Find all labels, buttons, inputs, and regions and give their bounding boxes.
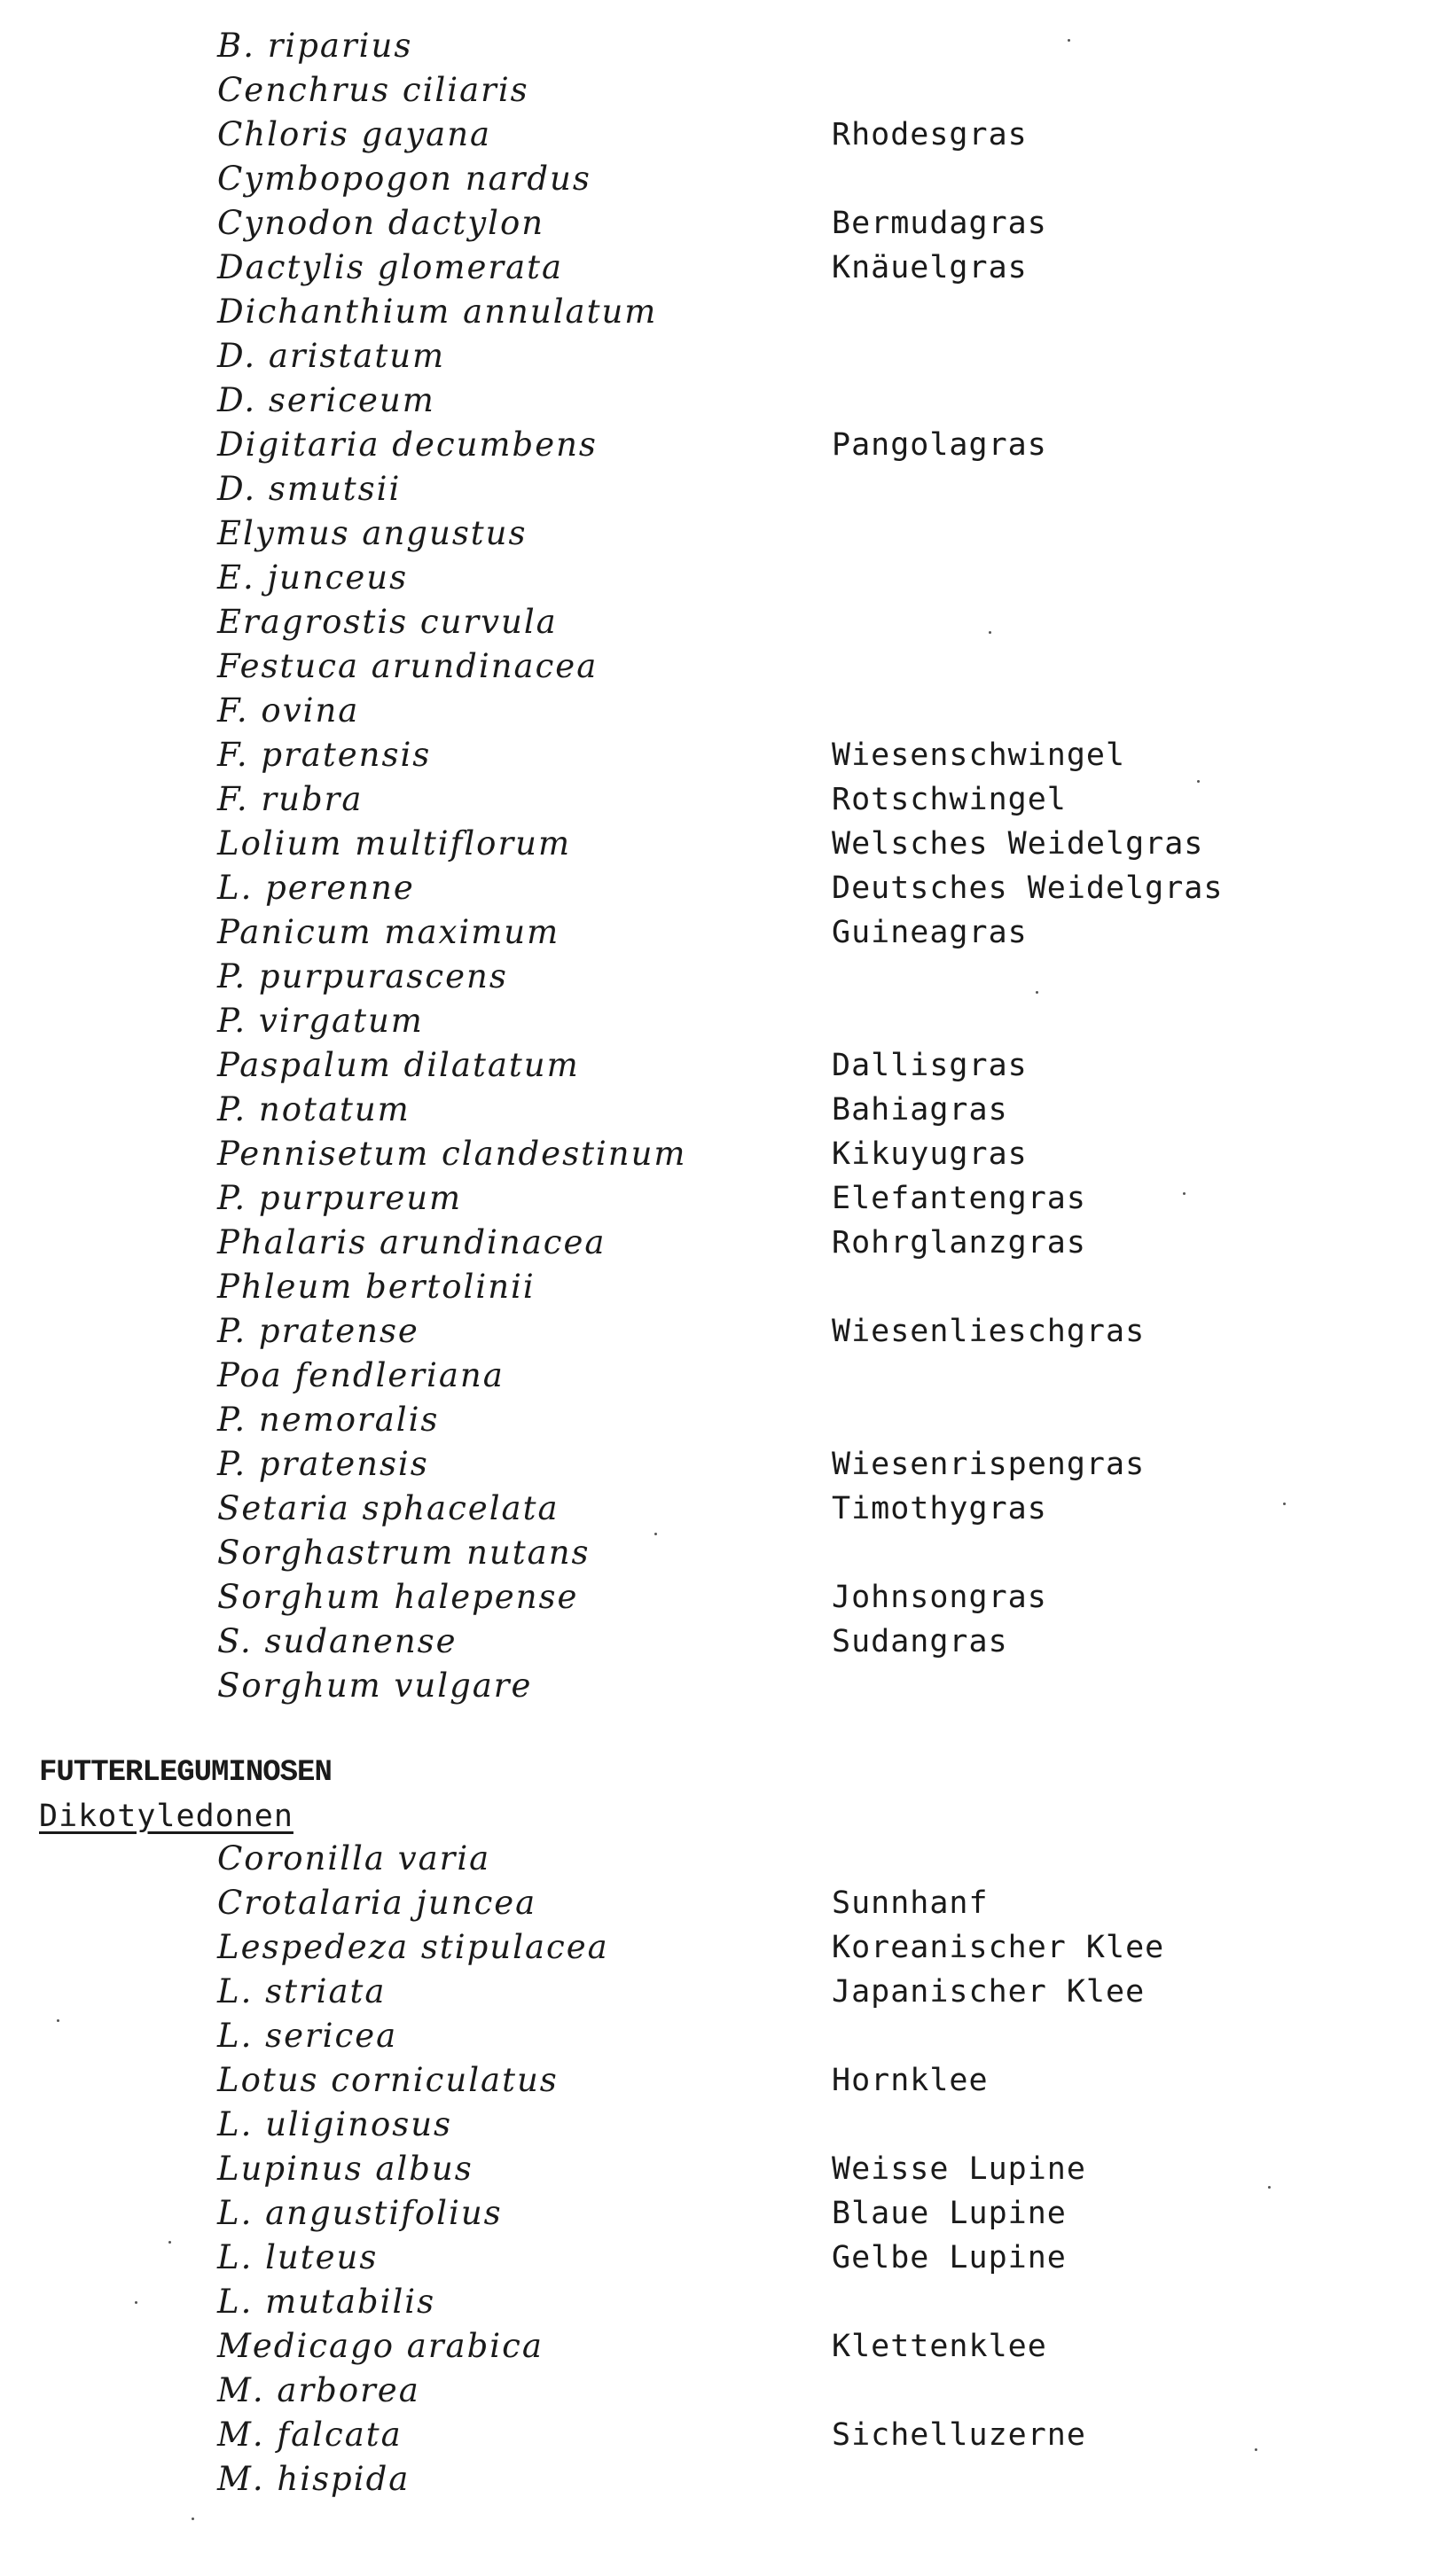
table-row xyxy=(0,1132,1440,1176)
species-name: L. striata xyxy=(217,1972,387,2010)
table-row xyxy=(0,1442,1440,1487)
table-row xyxy=(0,24,1440,68)
species-name: Cynodon dactylon xyxy=(217,204,545,242)
table-row xyxy=(0,157,1440,201)
scan-speck xyxy=(1068,39,1070,42)
common-name: Klettenklee xyxy=(832,2329,1047,2364)
table-row xyxy=(0,379,1440,423)
common-name: Dallisgras xyxy=(832,1048,1028,1083)
species-name: L. angustifolius xyxy=(217,2194,503,2232)
table-row xyxy=(0,423,1440,467)
species-name: P. purpurascens xyxy=(217,957,508,995)
table-row xyxy=(0,201,1440,246)
species-name: B. riparius xyxy=(217,27,413,65)
common-name: Rohrglanzgras xyxy=(832,1225,1086,1261)
table-row xyxy=(0,290,1440,334)
table-row xyxy=(0,1176,1440,1221)
species-name: Lolium multiflorum xyxy=(217,824,572,863)
species-name: Digitaria decumbens xyxy=(217,425,598,464)
table-row xyxy=(0,2191,1440,2236)
table-row xyxy=(0,1531,1440,1575)
species-name: Dactylis glomerata xyxy=(217,248,564,286)
table-row xyxy=(0,1309,1440,1354)
table-row xyxy=(0,866,1440,910)
table-row xyxy=(0,1620,1440,1664)
table-row xyxy=(0,1925,1440,1970)
species-name: Coronilla varia xyxy=(217,1839,491,1877)
species-name: L. mutabilis xyxy=(217,2283,436,2321)
species-name: D. smutsii xyxy=(217,470,402,508)
scan-speck xyxy=(57,2019,59,2022)
table-row xyxy=(0,1881,1440,1925)
common-name: Sudangras xyxy=(832,1624,1008,1659)
scan-speck xyxy=(1197,780,1200,783)
table-row xyxy=(0,511,1440,556)
table-row xyxy=(0,2236,1440,2280)
scan-speck xyxy=(168,2241,171,2244)
species-name: Crotalaria juncea xyxy=(217,1884,537,1922)
species-name: Lespedeza stipulacea xyxy=(217,1928,609,1966)
common-name: Pangolagras xyxy=(832,427,1047,463)
table-row xyxy=(0,910,1440,955)
species-name: M. arborea xyxy=(217,2371,420,2409)
common-name: Weisse Lupine xyxy=(832,2151,1086,2187)
species-name: L. luteus xyxy=(217,2238,379,2276)
species-name: P. nemoralis xyxy=(217,1401,440,1439)
species-name: D. sericeum xyxy=(217,381,435,419)
table-row xyxy=(0,1043,1440,1088)
table-row xyxy=(0,600,1440,644)
scan-speck xyxy=(1283,1503,1286,1505)
species-name: P. pratensis xyxy=(217,1445,429,1483)
common-name: Bermudagras xyxy=(832,206,1047,241)
species-name: Pennisetum clandestinum xyxy=(217,1135,687,1173)
species-name: F. rubra xyxy=(217,780,364,818)
table-row xyxy=(0,1575,1440,1620)
common-name: Gelbe Lupine xyxy=(832,2240,1067,2275)
species-name: F. ovina xyxy=(217,691,360,730)
table-row xyxy=(0,2413,1440,2457)
species-name: M. hispida xyxy=(217,2460,411,2498)
species-name: Dichanthium annulatum xyxy=(217,293,658,331)
species-name: Lotus corniculatus xyxy=(217,2061,559,2099)
table-row xyxy=(0,2280,1440,2324)
species-name: Chloris gayana xyxy=(217,115,492,153)
species-name: Phleum bertolinii xyxy=(217,1268,536,1306)
table-row xyxy=(0,999,1440,1043)
section-heading: FUTTERLEGUMINOSEN xyxy=(39,1756,332,1790)
species-name: Lupinus albus xyxy=(217,2150,473,2188)
table-row xyxy=(0,1354,1440,1398)
species-name: E. junceus xyxy=(217,558,409,597)
common-name: Wiesenrispengras xyxy=(832,1447,1146,1482)
species-name: Sorghum vulgare xyxy=(217,1667,533,1705)
table-row xyxy=(0,1221,1440,1265)
species-name: L. uliginosus xyxy=(217,2105,453,2143)
table-row xyxy=(0,955,1440,999)
table-row xyxy=(0,644,1440,689)
scan-speck xyxy=(654,1533,657,1535)
common-name: Sunnhanf xyxy=(832,1885,989,1921)
table-row xyxy=(0,733,1440,777)
table-row xyxy=(0,1088,1440,1132)
common-name: Knäuelgras xyxy=(832,250,1028,285)
species-name: Paspalum dilatatum xyxy=(217,1046,580,1084)
species-name: S. sudanense xyxy=(217,1622,458,1660)
common-name: Rotschwingel xyxy=(832,782,1067,817)
table-row xyxy=(0,334,1440,379)
scan-speck xyxy=(135,2301,137,2304)
table-row xyxy=(0,2014,1440,2058)
species-name: L. perenne xyxy=(217,869,415,907)
species-name: Cenchrus ciliaris xyxy=(217,71,529,109)
species-name: L. sericea xyxy=(217,2017,398,2055)
common-name: Blaue Lupine xyxy=(832,2196,1067,2231)
table-row xyxy=(0,1970,1440,2014)
table-row xyxy=(0,1664,1440,1708)
species-name: M. falcata xyxy=(217,2416,403,2454)
table-row xyxy=(0,822,1440,866)
common-name: Wiesenlieschgras xyxy=(832,1314,1146,1349)
table-row xyxy=(0,1398,1440,1442)
table-row xyxy=(0,2369,1440,2413)
common-name: Sichelluzerne xyxy=(832,2417,1086,2453)
species-name: P. purpureum xyxy=(217,1179,463,1217)
common-name: Deutsches Weidelgras xyxy=(832,870,1224,906)
species-name: P. notatum xyxy=(217,1090,411,1128)
table-row xyxy=(0,689,1440,733)
species-name: Eragrostis curvula xyxy=(217,603,558,641)
scan-speck xyxy=(989,631,991,634)
table-row xyxy=(0,68,1440,113)
table-row xyxy=(0,467,1440,511)
species-name: Elymus angustus xyxy=(217,514,528,552)
common-name: Elefantengras xyxy=(832,1181,1086,1216)
species-name: D. aristatum xyxy=(217,337,446,375)
scan-speck xyxy=(1036,991,1038,994)
common-name: Hornklee xyxy=(832,2063,989,2098)
table-row xyxy=(0,556,1440,600)
table-row xyxy=(0,113,1440,157)
scan-speck xyxy=(1255,2448,1257,2451)
section-subheading: Dikotyledonen xyxy=(39,1799,293,1834)
species-name: Cymbopogon nardus xyxy=(217,160,591,198)
table-row xyxy=(0,2103,1440,2147)
table-row xyxy=(0,2147,1440,2191)
species-name: Phalaris arundinacea xyxy=(217,1223,607,1261)
table-row xyxy=(0,777,1440,822)
species-name: Panicum maximum xyxy=(217,913,560,951)
table-row xyxy=(0,2324,1440,2369)
species-name: F. pratensis xyxy=(217,736,432,774)
species-name: Sorghastrum nutans xyxy=(217,1534,591,1572)
common-name: Rhodesgras xyxy=(832,117,1028,152)
scan-speck xyxy=(1183,1192,1186,1195)
table-row xyxy=(0,1837,1440,1881)
scan-speck xyxy=(1268,2186,1271,2189)
species-name: Festuca arundinacea xyxy=(217,647,599,685)
species-name: Setaria sphacelata xyxy=(217,1489,560,1527)
table-row xyxy=(0,1265,1440,1309)
species-name: P. virgatum xyxy=(217,1002,424,1040)
species-name: P. pratense xyxy=(217,1312,419,1350)
scan-speck xyxy=(192,2517,194,2520)
common-name: Welsches Weidelgras xyxy=(832,826,1204,862)
common-name: Wiesenschwingel xyxy=(832,738,1126,773)
common-name: Japanischer Klee xyxy=(832,1974,1146,2010)
table-row xyxy=(0,1487,1440,1531)
common-name: Koreanischer Klee xyxy=(832,1930,1165,1965)
common-name: Johnsongras xyxy=(832,1580,1047,1615)
table-row xyxy=(0,2457,1440,2502)
species-name: Sorghum halepense xyxy=(217,1578,579,1616)
table-row xyxy=(0,246,1440,290)
common-name: Kikuyugras xyxy=(832,1136,1028,1172)
common-name: Bahiagras xyxy=(832,1092,1008,1128)
common-name: Timothygras xyxy=(832,1491,1047,1526)
common-name: Guineagras xyxy=(832,915,1028,950)
table-row xyxy=(0,2058,1440,2103)
species-name: Medicago arabica xyxy=(217,2327,544,2365)
species-name: Poa fendleriana xyxy=(217,1356,505,1394)
